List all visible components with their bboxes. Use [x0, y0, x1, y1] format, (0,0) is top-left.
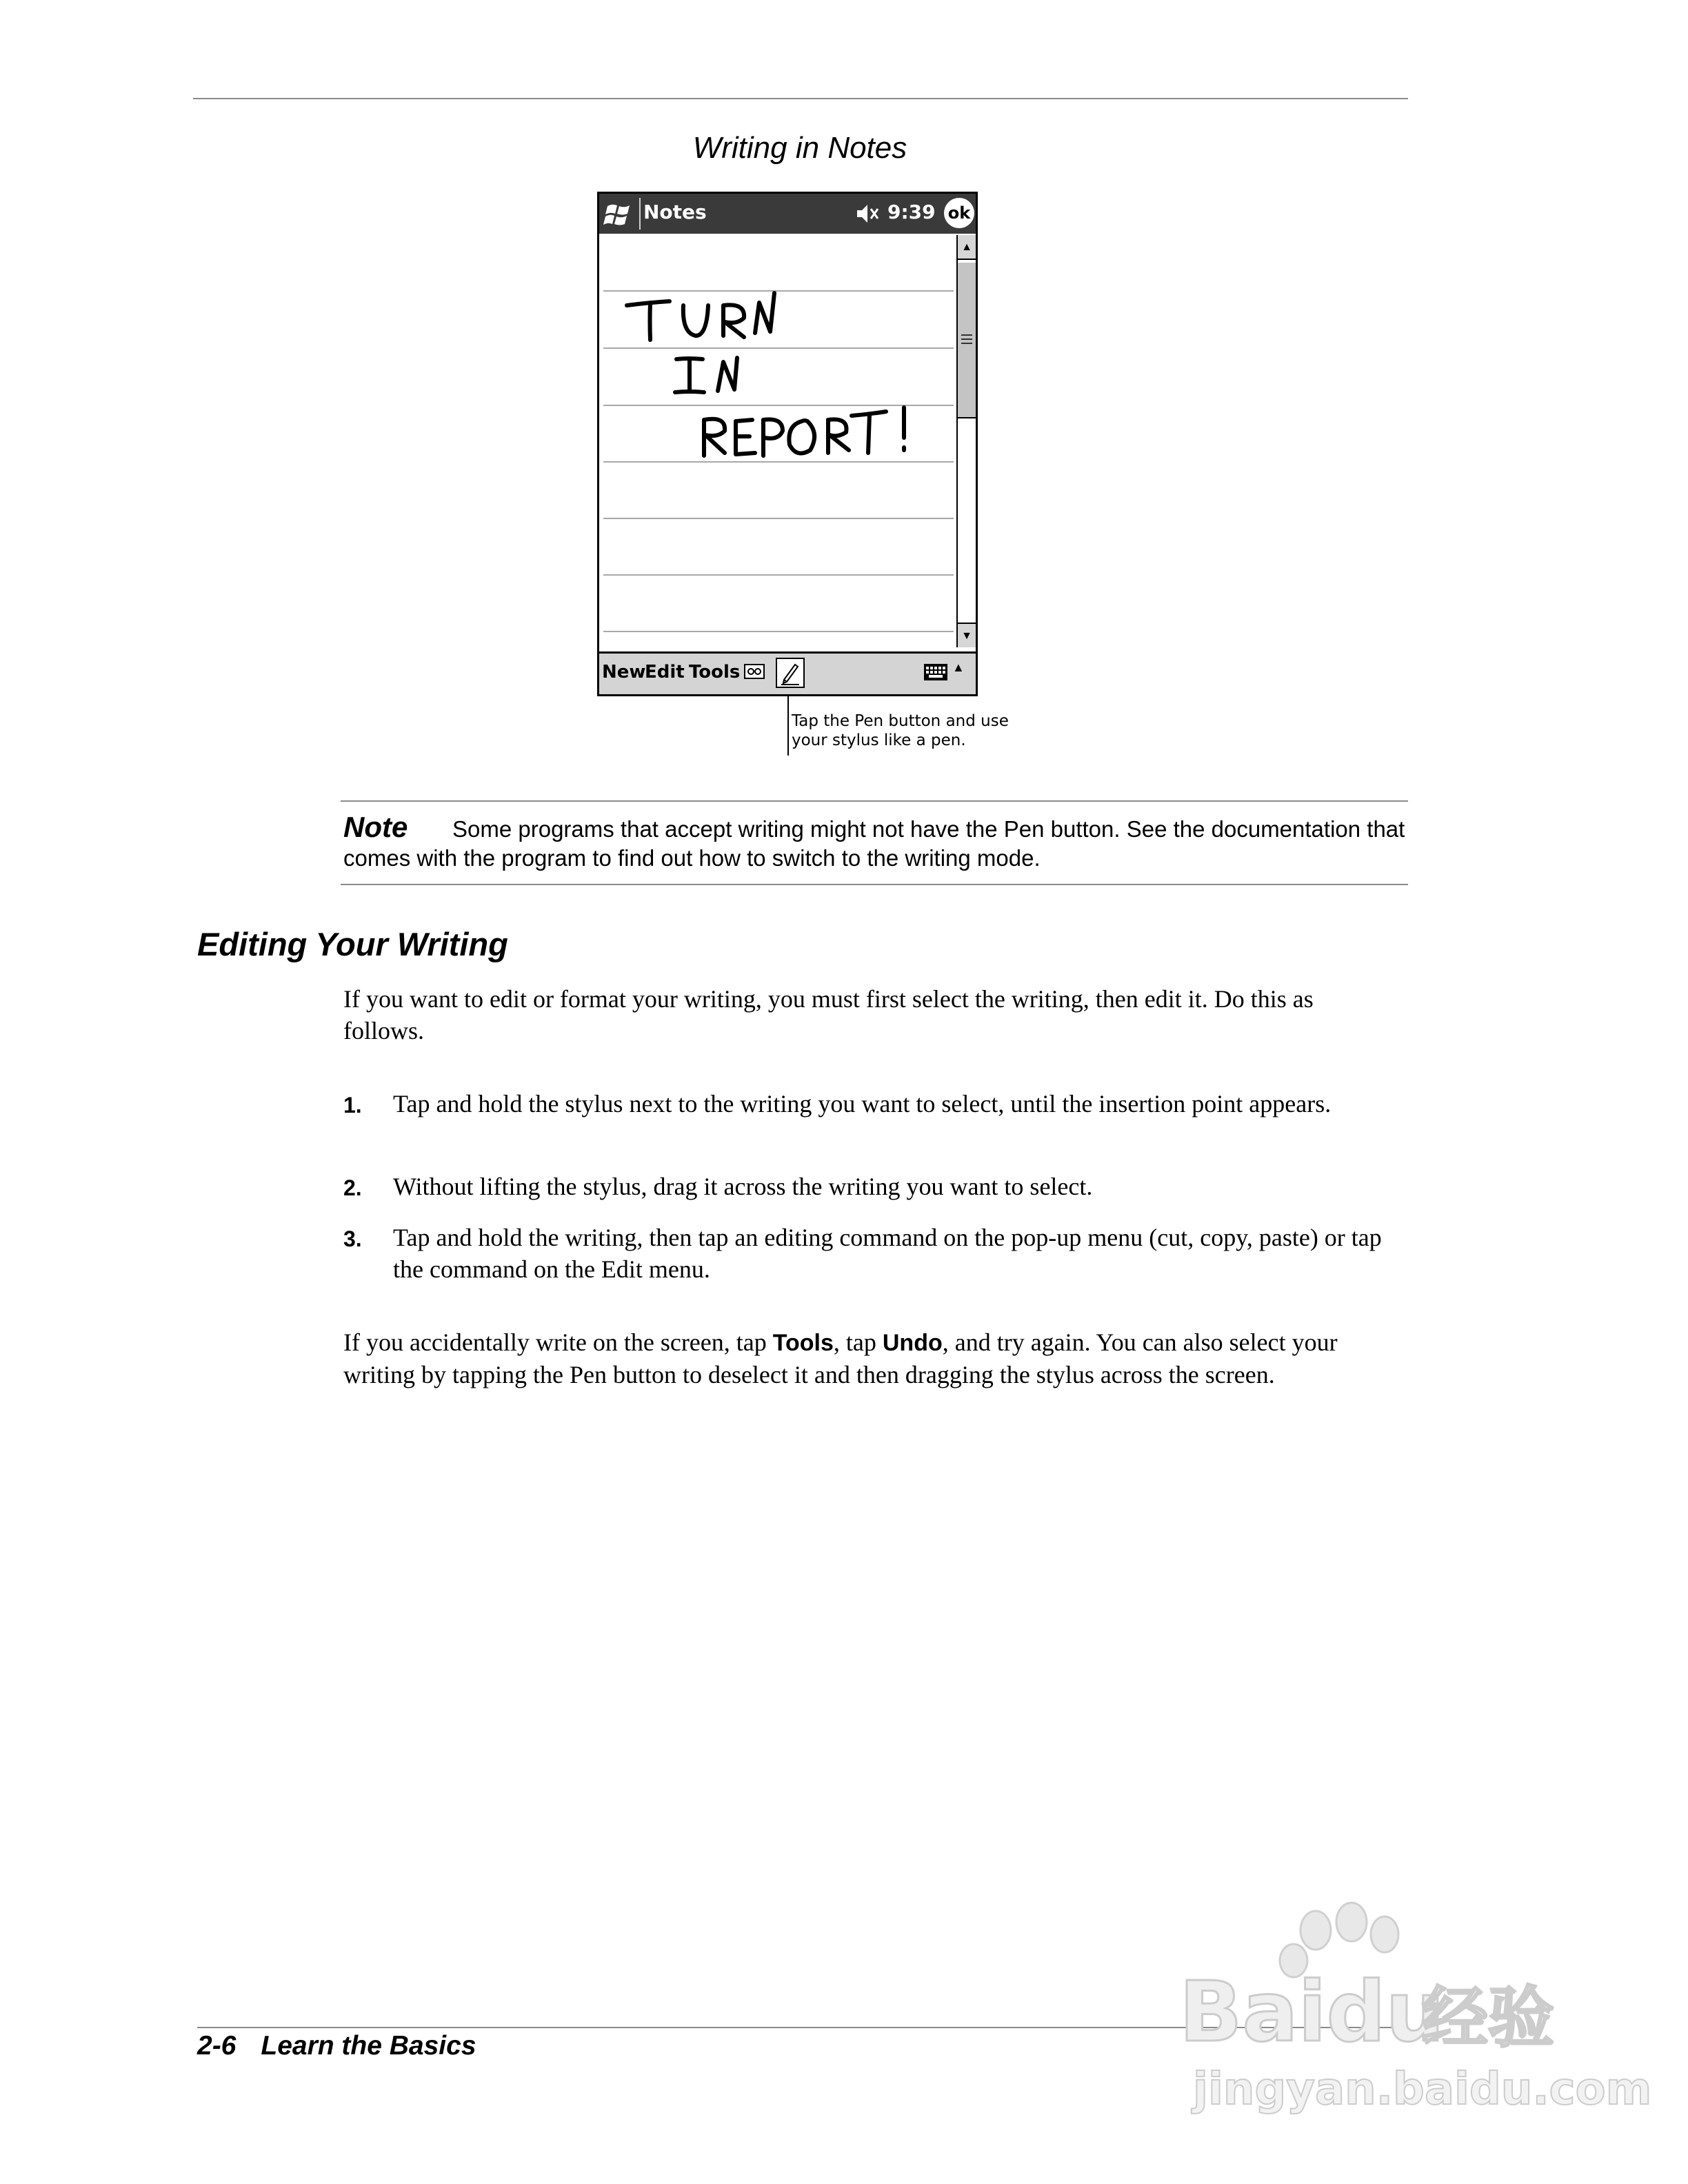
step-text: Tap and hold the writing, then tap an editing command on the pop-up menu (cut, copy, paste) or tap the command on the Edit menu. [393, 1224, 1382, 1283]
app-title: Notes [643, 201, 707, 223]
pen-button-callout [792, 711, 1009, 750]
keyboard-icon[interactable] [923, 663, 948, 681]
section-heading: Editing Your Writing [197, 926, 508, 962]
scroll-down-arrow-icon[interactable]: ▼ [958, 623, 976, 647]
pen-icon [777, 659, 803, 687]
step-number: 3. [343, 1226, 362, 1251]
watermark-url: jingyan.baidu.com [1193, 2064, 1652, 2115]
note-bottom-rule [341, 884, 1408, 885]
input-panel-arrow-icon[interactable]: ▲ [952, 660, 965, 674]
keyword-undo: Undo [882, 1330, 943, 1356]
baidu-watermark-logo [1152, 1903, 1652, 2115]
step-number: 1. [343, 1093, 362, 1118]
callout-line-2: your stylus like a pen. [792, 731, 966, 749]
page-footer [197, 2031, 476, 2061]
menu-edit[interactable]: Edit [645, 662, 685, 682]
scroll-up-arrow-icon[interactable]: ▲ [958, 235, 976, 260]
grip-icon [961, 334, 972, 344]
note-top-rule [341, 800, 1408, 802]
watermark-cn: 经验 [1422, 1979, 1554, 2056]
menu-new[interactable]: New [602, 662, 646, 682]
step-number: 2. [343, 1175, 362, 1200]
scroll-thumb[interactable] [958, 263, 976, 418]
pen-button[interactable] [776, 658, 805, 688]
outro-text: If you accidentally write on the screen, tap [343, 1328, 773, 1356]
windows-flag-icon[interactable] [602, 196, 636, 231]
header-rule [193, 98, 1408, 99]
vertical-scrollbar[interactable] [956, 235, 976, 647]
keyword-tools: Tools [772, 1330, 834, 1356]
menu-bar [599, 651, 976, 694]
ok-button[interactable]: ok [944, 198, 974, 228]
callout-leader-line [787, 696, 789, 756]
callout-line-1: Tap the Pen button and use [792, 712, 1009, 730]
outro-paragraph [343, 1326, 1398, 1391]
speaker-icon[interactable] [854, 202, 882, 225]
note-label: Note [343, 811, 408, 843]
title-separator [639, 198, 641, 230]
footer-title: Learn the Basics [261, 2031, 476, 2061]
note-text: Some programs that accept writing might not have the Pen button. See the documentation that comes with the program to find out how to switch to the writing mode. [343, 816, 1405, 871]
recorder-icon[interactable] [744, 663, 765, 680]
menu-tools[interactable]: Tools [689, 662, 741, 682]
step-text: Without lifting the stylus, drag it across the writing you want to select. [393, 1173, 1093, 1200]
watermark-brand: Baidu [1179, 1965, 1445, 2061]
intro-paragraph: If you want to edit or format your writing, you must first select the writing, then edit it. Do this as follows. [343, 985, 1314, 1044]
page-number: 2-6 [197, 2031, 237, 2061]
outro-text: , and try again. You can also select your writing by tapping the Pen button to deselect it and then dragging the stylus across the screen. [343, 1328, 1338, 1388]
step-text: Tap and hold the stylus next to the writing you want to select, until the insertion point appears. [393, 1090, 1332, 1118]
ruled-line [603, 574, 954, 576]
pocketpc-screen [597, 192, 978, 696]
title-bar [599, 194, 976, 234]
figure-caption: Writing in Notes [692, 131, 907, 165]
handwritten-ink [627, 290, 944, 469]
ruled-line [603, 631, 954, 632]
ruled-line [603, 518, 954, 519]
clock[interactable]: 9:39 [887, 201, 936, 223]
outro-text: , tap [833, 1328, 883, 1356]
